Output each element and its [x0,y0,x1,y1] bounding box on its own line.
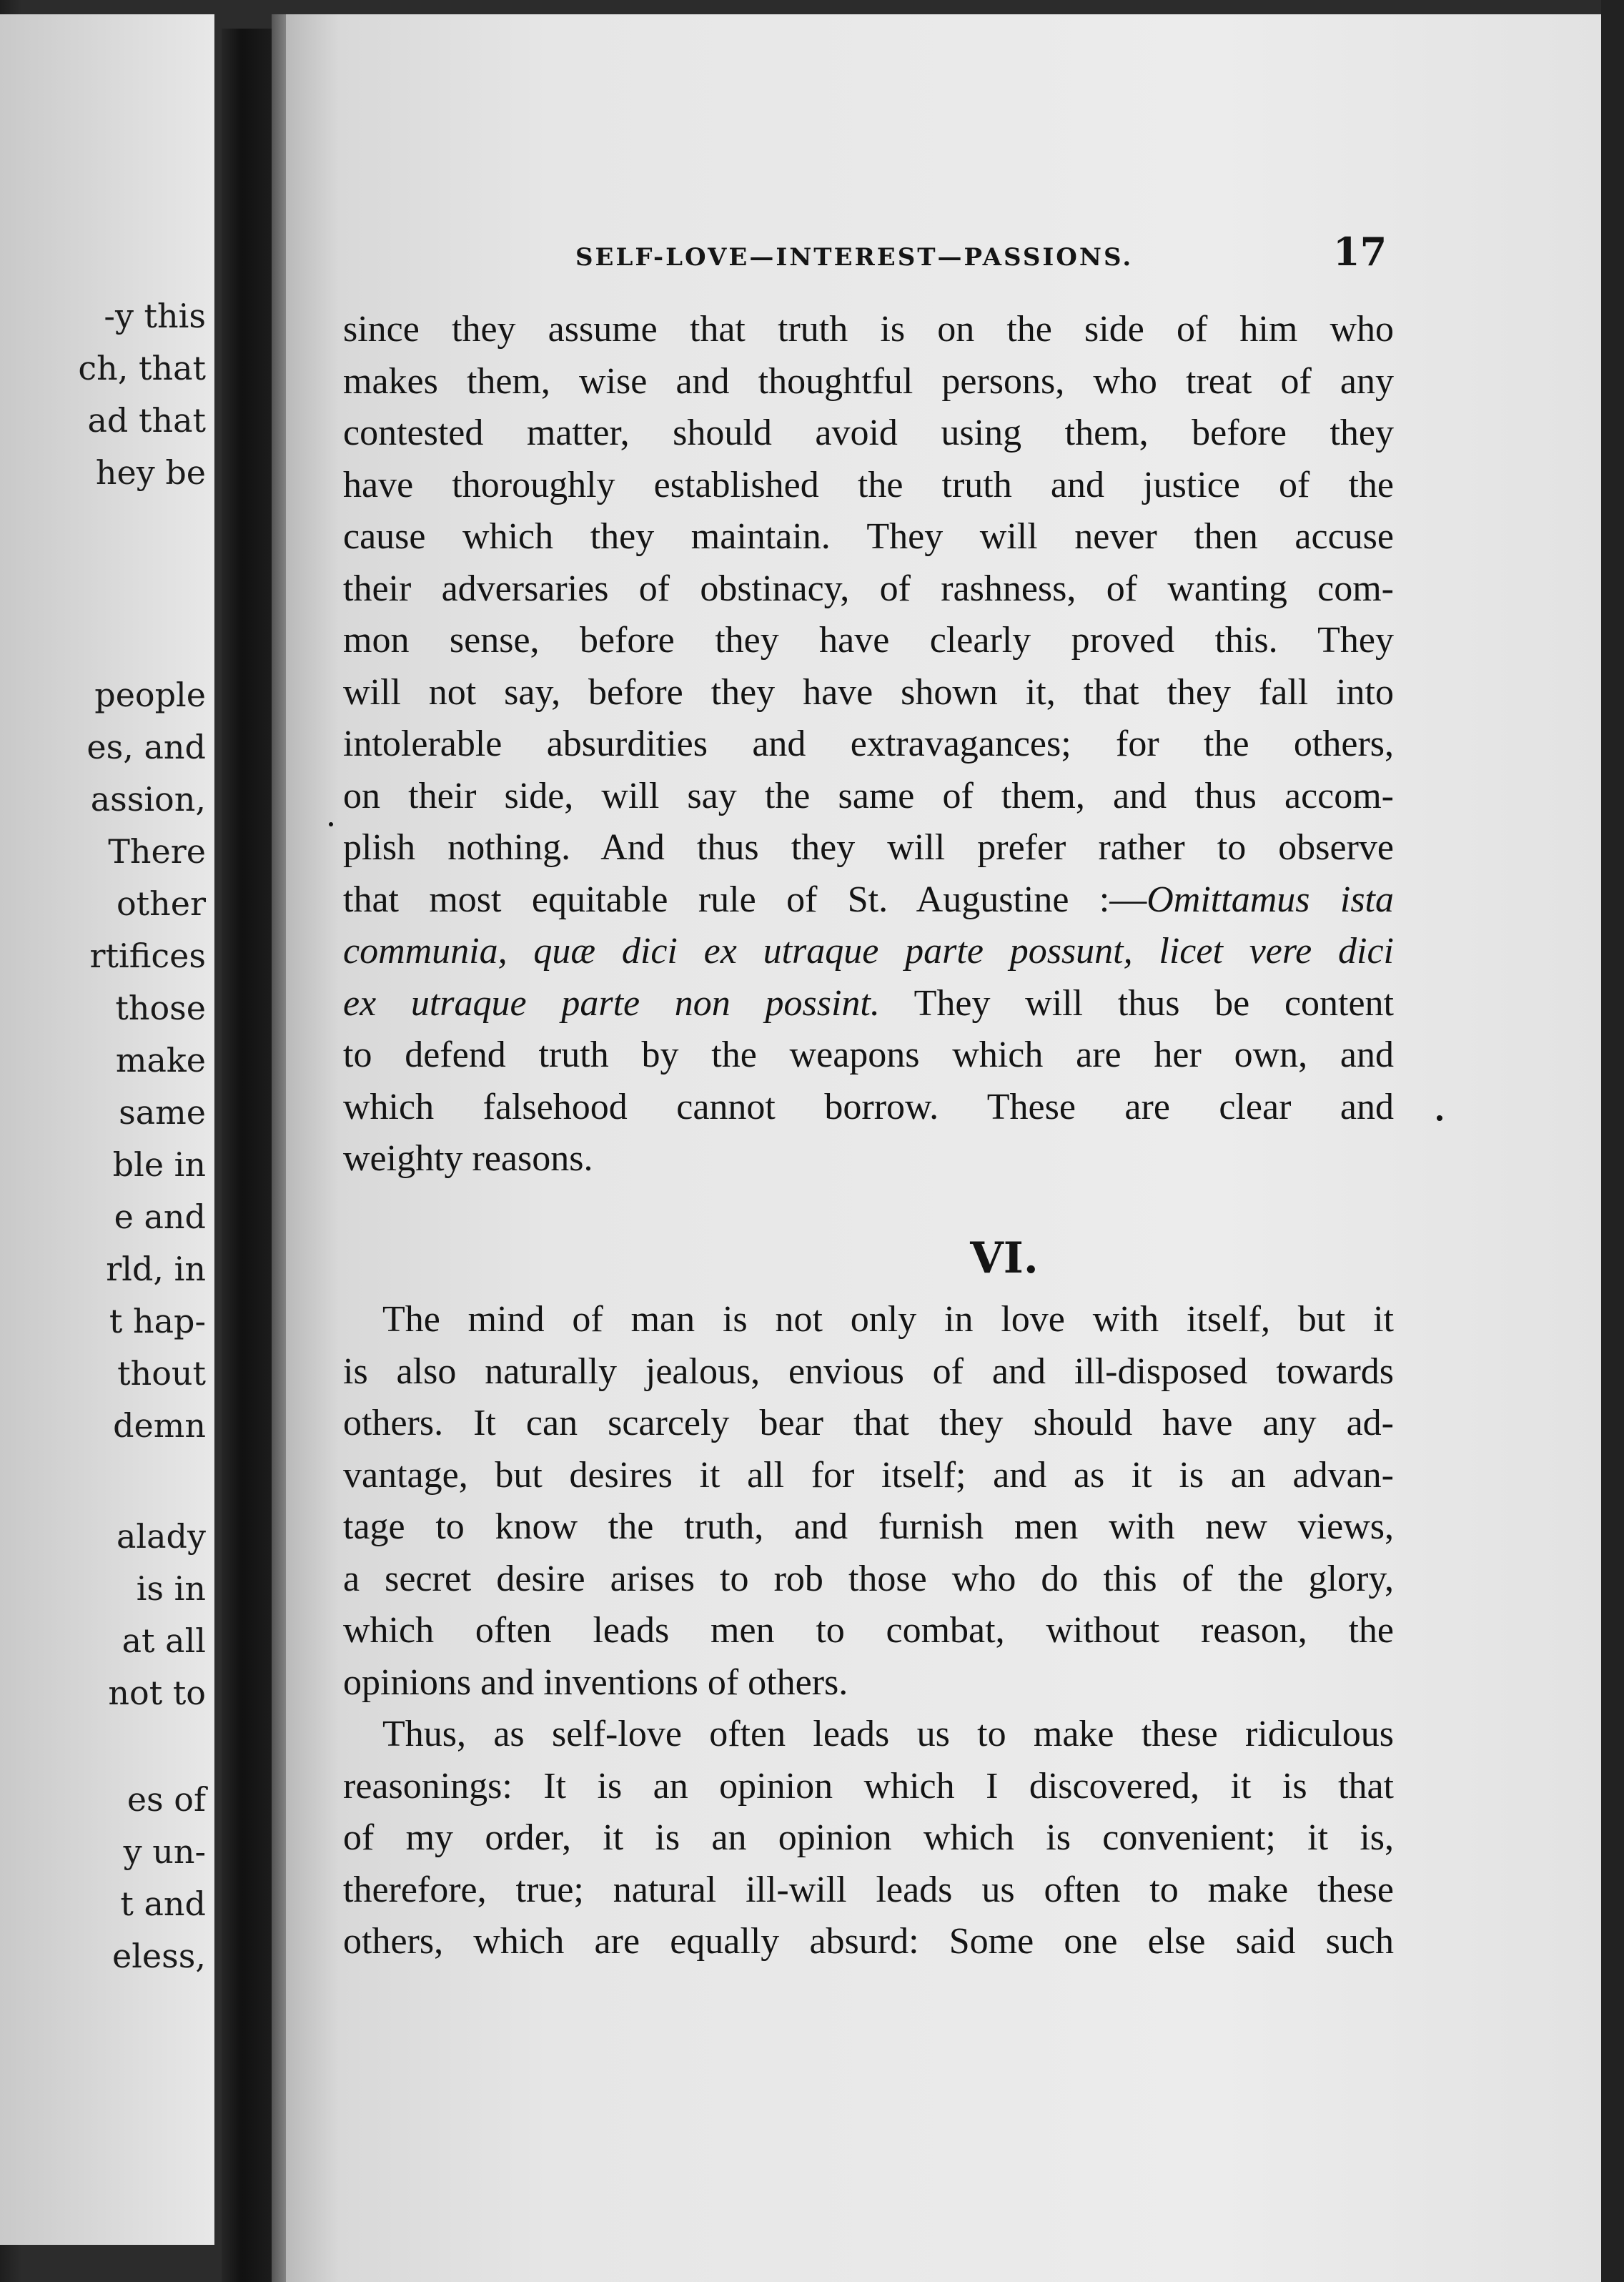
left-page-line: thout [117,1354,206,1393]
left-page-line: assion, [90,780,206,819]
text-line: to defend truth by the weapons which are her own, and [343,1034,1394,1075]
text-line: therefore, true; natural ill-will leads us often to make these [343,1869,1394,1910]
text-line: cause which they maintain. They will never then accuse [343,516,1394,557]
text-line-with-latin [343,874,1394,927]
left-page-line: hey be [95,453,206,492]
scan-right-edge [1601,0,1624,2282]
text-line: contested matter, should avoid using them, before they [343,413,1394,453]
text-line: opinions and inventions of others. [343,1661,848,1703]
left-page-line: not to [108,1674,206,1712]
text-line: others. It can scarcely bear that they should have any ad- [343,1403,1394,1443]
text-line: reasonings: It is an opinion which I discovered, it is that [343,1765,1394,1807]
text-line: will not say, before they have shown it, that they fall into [343,671,1394,713]
text-segment: that most equitable rule of St. Augustine :— [343,879,1147,920]
text-line: weighty reasons. [343,1138,593,1179]
latin-quote-start: Omittamus ista [1147,879,1394,920]
left-page-line: ch, that [78,349,206,387]
text-line: Thus, as self-love often leads us to make these ridiculous [382,1714,1394,1754]
page-number: 17 [1333,229,1387,275]
left-page-line: rld, in [106,1250,206,1288]
left-page-line: es, and [86,728,206,766]
left-page-line: rtifices [89,937,206,975]
text-line: vantage, but desires it all for itself; and as it is an advan- [343,1454,1394,1496]
left-facing-page [0,14,214,2245]
text-line: on their side, will say the same of them, and thus accom- [343,775,1394,816]
left-page-line: t hap- [109,1302,206,1340]
text-line: which often leads men to combat, without reason, the [343,1610,1394,1651]
text-line: plish nothing. And thus they will prefer rather to observe [343,827,1394,868]
text-segment: They will thus be content [879,982,1394,1024]
latin-quote-end: ex utraque parte non possint. [343,982,880,1024]
left-page-line: eless, [112,1937,206,1975]
left-page-line: -y this [104,297,206,335]
left-page-line: those [115,989,206,1027]
text-line: is also naturally jealous, envious of and ill-disposed towards [343,1350,1394,1392]
left-page-line: make [115,1041,206,1080]
text-line: tage to know the truth, and furnish men with new views, [343,1506,1394,1547]
left-page-line: es of [127,1780,206,1819]
left-page-line: demn [113,1406,206,1445]
text-line: others, which are equally absurd: Some one else said such [343,1921,1394,1962]
left-page-line: other [116,884,206,923]
running-title: SELF-LOVE—INTEREST—PASSIONS. [575,243,1134,272]
ink-speck [1437,1115,1442,1121]
text-line: makes them, wise and thoughtful persons, who treat of any [343,360,1394,402]
left-page-line: ble in [112,1145,206,1184]
text-line: their adversaries of obstinacy, of rashness, of wanting com- [343,568,1394,609]
paragraph-2-and-3 [343,1294,1394,1968]
text-line: since they assume that truth is on the side of him who [343,309,1394,350]
text-line: which falsehood cannot borrow. These are clear and [343,1086,1394,1127]
text-line: have thoroughly established the truth and justice of the [343,464,1394,505]
left-page-line: There [108,832,206,871]
text-line: of my order, it is an opinion which is convenient; it is, [343,1817,1394,1858]
left-page-line: e and [114,1197,206,1236]
text-line: The mind of man is not only in love with itself, but it [382,1299,1394,1340]
left-page-line: t and [120,1885,206,1923]
left-page-line: alady [117,1517,206,1556]
text-line: intolerable absurdities and extravagances; for the others, [343,723,1394,764]
latin-quote-line: communia, quæ dici ex utraque parte possunt, licet vere dici [343,931,1394,972]
left-page-line: people [94,676,206,714]
right-page [286,14,1608,2282]
left-page-line: at all [122,1621,206,1660]
text-line: a secret desire arises to rob those who do this of the glory, [343,1558,1394,1599]
left-page-line: ad that [87,401,206,440]
paragraph-1 [343,304,1394,1185]
text-line: mon sense, before they have clearly proved this. They [343,620,1394,661]
book-gutter [222,29,272,2282]
left-page-line: is in [136,1569,206,1608]
section-heading: VI. [970,1233,1039,1283]
left-page-line: same [119,1093,206,1132]
text-line-with-latin [343,978,1394,1030]
left-page-line: y un- [123,1832,206,1871]
ink-speck [329,822,333,826]
